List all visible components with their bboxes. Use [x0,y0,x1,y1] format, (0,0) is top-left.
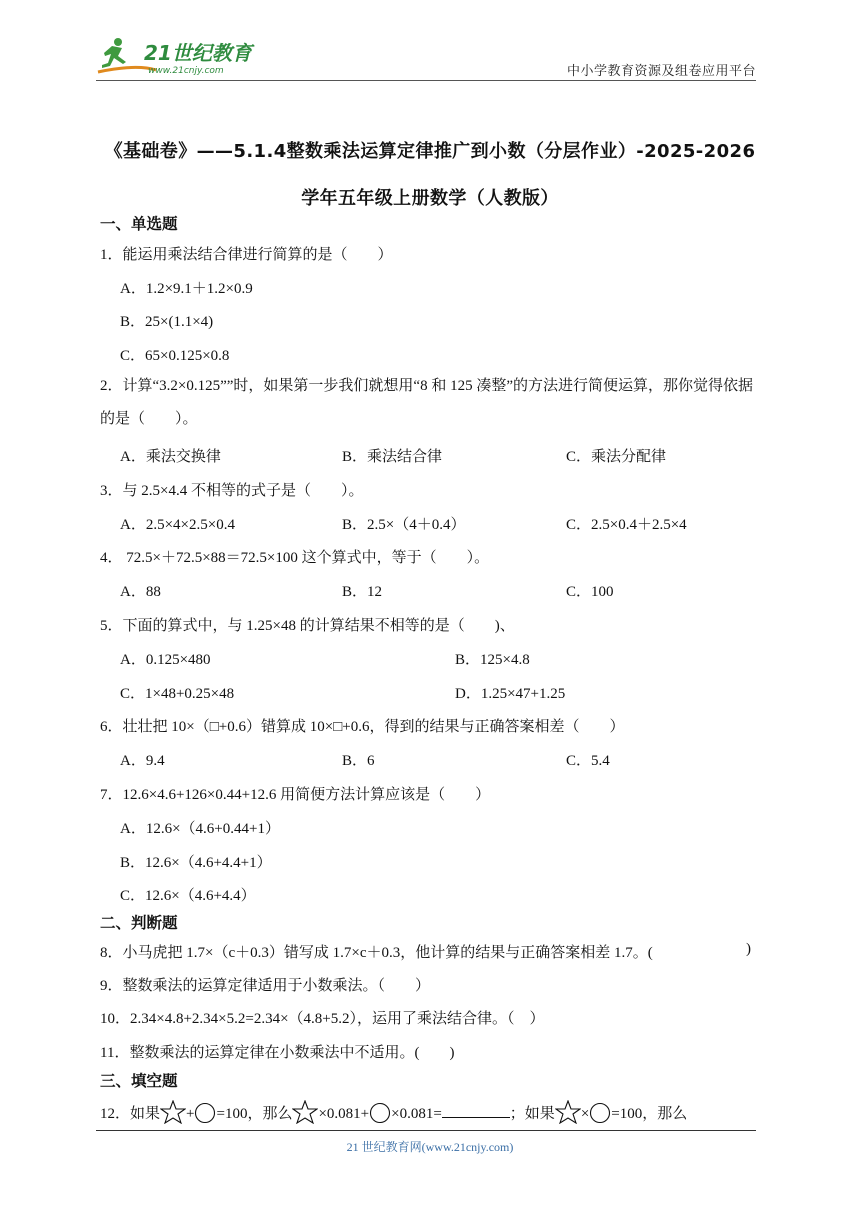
question-7-stem: 7．12.6×4.6+126×0.44+12.6 用简便方法计算应该是（ ） [100,787,491,803]
question-3-option-b: B．2.5×（4＋0.4） [342,517,466,533]
question-1-option-a: A．1.2×9.1＋1.2×0.9 [120,281,253,297]
circle-icon [589,1102,611,1124]
question-3-option-c: C．2.5×0.4＋2.5×4 [566,517,687,533]
title-line-2: 学年五年级上册数学（人教版） [301,188,559,209]
question-5-option-a: A．0.125×480 [120,652,211,668]
question-4-option-c: C．100 [566,584,614,600]
question-2-option-a: A．乘法交换律 [120,449,221,465]
section-heading-true-false: 二、判断题 [100,914,178,932]
question-1-option-b: B．25×(1.1×4) [120,314,214,330]
question-9-stem: 9．整数乘法的运算定律适用于小数乘法。（ ） [100,978,431,994]
question-10-stem: 10．2.34×4.8+2.34×5.2=2.34×（4.8+5.2），运用了乘法结合律。（ ） [100,1011,545,1027]
question-4-option-a: A．88 [120,584,161,600]
question-12-stem [100,1100,687,1124]
question-4-option-b: B．12 [342,584,383,600]
question-7-option-b: B．12.6×（4.6+4.4+1） [120,855,272,871]
header-divider [96,80,756,81]
question-7-option-c: C．12.6×（4.6+4.4） [120,888,256,904]
q12-text-1: 12．如果 [100,1106,161,1122]
question-3-stem: 3．与 2.5×4.4 不相等的式子是（ ）。 [100,483,364,499]
q12-text-3: =100，那么 [216,1106,293,1122]
q12-answer-blank[interactable] [442,1103,510,1118]
question-1-option-c: C．65×0.125×0.8 [120,348,230,364]
question-7-option-a: A．12.6×（4.6+0.44+1） [120,821,280,837]
circle-icon [369,1102,391,1124]
question-2-option-c: C．乘法分配律 [566,449,667,465]
question-6-option-a: A．9.4 [120,753,165,769]
star-icon [292,1100,318,1124]
question-8-paren-close: ) [746,941,751,957]
question-8-stem: 8．小马虎把 1.7×（c＋0.3）错写成 1.7×c＋0.3，他计算的结果与正确答案相差 1.7。( [100,945,653,961]
footer-divider [96,1130,756,1131]
question-2-option-b: B．乘法结合律 [342,449,443,465]
section-heading-fill-blank: 三、填空题 [100,1072,178,1090]
question-6-option-c: C．5.4 [566,753,610,769]
circle-icon [194,1102,216,1124]
question-5-option-d: D．1.25×47+1.25 [455,686,566,702]
question-6-stem: 6．壮壮把 10×（□+0.6）错算成 10×□+0.6，得到的结果与正确答案相差（ ） [100,719,625,735]
question-1-stem: 1．能运用乘法结合律进行简算的是（ ） [100,247,393,263]
question-3-option-a: A．2.5×4×2.5×0.4 [120,517,235,533]
q12-text-2: + [186,1106,195,1122]
q12-text-5: ×0.081= [391,1106,442,1122]
svg-text:www.21cnjy.com: www.21cnjy.com [148,66,224,76]
q12-text-6: ；如果 [509,1106,555,1122]
q12-text-7: × [580,1106,590,1122]
q12-text-8: =100，那么 [611,1106,688,1122]
question-11-stem: 11．整数乘法的运算定律在小数乘法中不适用。( ) [100,1045,455,1061]
site-logo [96,36,261,78]
question-2-stem: 2．计算“3.2×0.125””时，如果第一步我们就想用“8 和 125 凑整”的方法进行简便运算，那你觉得依据的是（ ）。 [100,378,754,427]
svg-text:21世纪教育: 21世纪教育 [144,41,252,65]
footer-link[interactable]: 21 世纪教育网(www.21cnjy.com) [346,1140,514,1154]
question-5-stem: 5．下面的算式中，与 1.25×48 的计算结果不相等的是（ )、 [100,618,515,634]
q12-text-4: ×0.081+ [318,1106,370,1122]
document-title [96,128,764,222]
star-icon [555,1100,581,1124]
question-6-option-b: B．6 [342,753,375,769]
section-heading-single-choice: 一、单选题 [100,215,178,233]
star-icon [160,1100,186,1124]
title-line-1: 《基础卷》——5.1.4整数乘法运算定律推广到小数（分层作业）-2025-2026 [104,141,756,162]
question-4-stem: 4． 72.5×＋72.5×88＝72.5×100 这个算式中，等于（ ）。 [100,550,490,566]
question-5-option-b: B．125×4.8 [455,652,530,668]
question-5-option-c: C．1×48+0.25×48 [120,686,235,702]
header-platform-text: 中小学教育资源及组卷应用平台 [566,63,756,78]
